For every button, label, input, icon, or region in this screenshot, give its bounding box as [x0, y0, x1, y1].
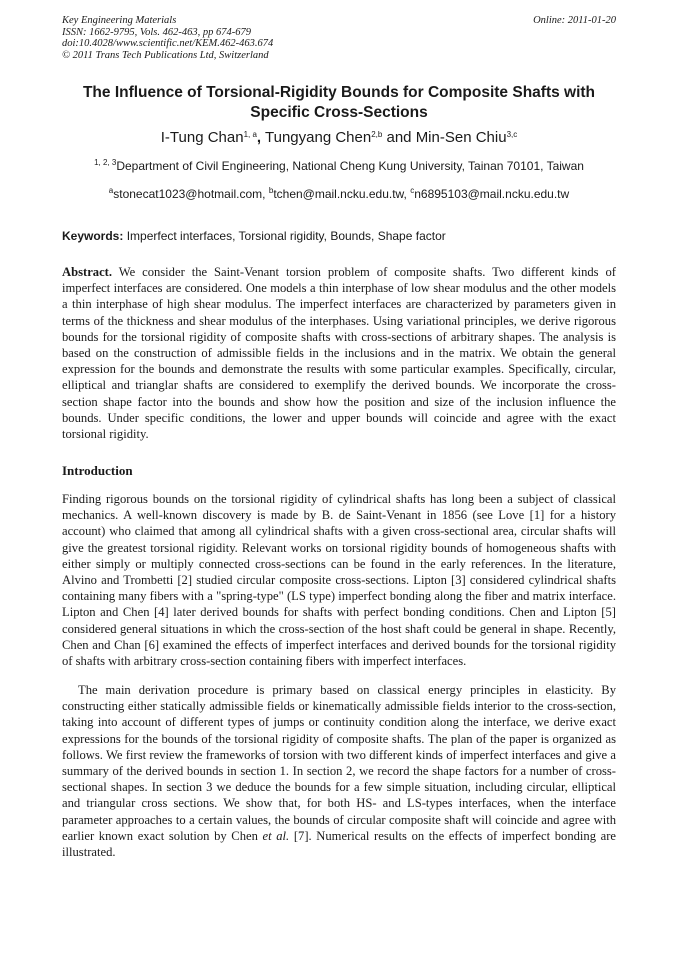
- journal-name: Key Engineering Materials: [62, 15, 177, 26]
- author-2-sup: 2,b: [371, 130, 383, 139]
- issn-line: ISSN: 1662-9795, Vols. 462-463, pp 674-679: [62, 26, 251, 38]
- abstract-label: Abstract.: [62, 265, 113, 279]
- keywords: [62, 228, 616, 244]
- intro-p2-text-end: [7]. Numerical results on the effects of imperfect bonding are illustrated.: [62, 828, 617, 860]
- author-1: I-Tung Chan: [160, 129, 244, 146]
- running-header: [62, 15, 616, 61]
- email-a-sup: a: [108, 186, 114, 195]
- abstract: [62, 264, 616, 442]
- introduction-heading: Introduction: [62, 463, 133, 478]
- author-3: Min-Sen Chiu: [415, 129, 507, 146]
- introduction-paragraph-1: Finding rigorous bounds on the torsional rigidity of cylindrical shafts has long been a subject of classical mechanics. A well-known discovery is made by B. de Saint-Venant in 1856 (see Love [1] for a history account) who claimed that among all cylindrical shafts with a given cross-sectional area, circular shafts will give the greatest torsional rigidity. Relevant works on torsional rigidity bounds of homogeneous shafts with either simply or multiply connected cross-sections can be found in the early references. In the literature, Alvino and Trombetti [2] studied circular composite cross-sections. Lipton [3] considered cylindrical shafts containing many fibers with a "spring-type" (LS type) imperfect bonding along the fiber and matrix interface. Lipton and Chen [4] later derived bounds for shafts with perfect bonding conditions. Chen and Lipton [5] considered general situations in which the cross-section of the host shaft could be general in shape. Recently, Chen and Chan [6] examined the effects of imperfect interfaces and derived bounds for the torsional rigidity of shafts with arbitrary cross-section containing fibers with imperfect interfaces.: [62, 492, 616, 669]
- author-1-sup: 1, a: [243, 130, 257, 139]
- author-and: and: [386, 129, 412, 146]
- affiliation: [62, 158, 616, 174]
- email-b-sup: b: [268, 186, 274, 195]
- email-b: tchen@mail.ncku.edu.tw,: [273, 187, 411, 201]
- online-date: Online: 2011-01-20: [533, 15, 616, 26]
- keywords-label: Keywords:: [62, 229, 124, 243]
- intro-p2-etal: et al.: [262, 828, 290, 843]
- introduction-paragraph-2: [62, 682, 616, 860]
- email-list: [62, 186, 616, 202]
- keywords-text: Imperfect interfaces, Torsional rigidity, Bounds, Shape factor: [123, 229, 446, 243]
- email-a: stonecat1023@hotmail.com,: [113, 187, 269, 201]
- copyright-line: © 2011 Trans Tech Publications Ltd, Switzerland: [62, 49, 269, 61]
- author-separator: ,: [256, 129, 262, 146]
- title-line-1: The Influence of Torsional-Rigidity Bounds for Composite Shafts with: [82, 84, 596, 101]
- author-list: [62, 129, 616, 147]
- affiliation-sup: 1, 2, 3: [94, 158, 117, 167]
- title-line-2: Specific Cross-Sections: [250, 104, 428, 121]
- author-3-sup: 3,c: [506, 130, 518, 139]
- affiliation-text: Department of Civil Engineering, National Cheng Kung University, Tainan 70101, Taiwan: [116, 159, 584, 173]
- doi-line: doi:10.4028/www.scientific.net/KEM.462-463.674: [62, 38, 274, 49]
- abstract-text: We consider the Saint-Venant torsion problem of composite shafts. Two different kinds of imperfect interfaces are considered. One models a thin interphase of low shear modulus and the other models a thin interphase of high shear modulus. The imperfect interfaces are characterized by parameters given in terms of the thickness and shear modulus of the interphases. Using variational principles, we derive rigorous bounds for the torsional rigidity of composite shafts with cross-sections of arbitrary shapes. The analysis is based on the construction of admissible fields in the inclusions and in the matrix. We obtain the general expression for the bounds and demonstrate the results with some particular examples. Specifically, circular, elliptical and trianglar shafts are considered to exemplify the derived bounds. We incorporate the cross-section shape factor into the bounds and show how the position and size of the inclusion influence the bounds. Under specific conditions, the lower and upper bounds will coincide and agree with the exact torsional rigidity.: [62, 265, 616, 442]
- email-c-sup: c: [410, 186, 415, 195]
- email-c: n6895103@mail.ncku.edu.tw: [414, 187, 570, 201]
- author-2: Tungyang Chen: [265, 129, 372, 146]
- intro-p2-text: The main derivation procedure is primary based on classical energy principles in elasticity. By constructing either statically admissible fields or kinematically admissible fields interior to the cross-section, taking into account of different types of jumps or continuity condition along the interface, we derive exact expressions for the bounds of the torsional rigidity of composite shafts. The plan of the paper is organized as follows. We first review the frameworks of torsion with two different kinds of imperfect interfaces and give a summary of the derived bounds in section 1. In section 2, we record the shape factors for a number of cross-sectional shapes. In section 3 we deduce the bounds for a few simple situation, including circular, elliptical and triangular cross sections. We show that, for both HS- and LS-types interfaces, when the interface parameter approaches to a certain values, the bounds of circular composite shaft will coincide and agree with earlier known exact solution by Chen: [62, 683, 616, 843]
- paper-title: [62, 83, 616, 123]
